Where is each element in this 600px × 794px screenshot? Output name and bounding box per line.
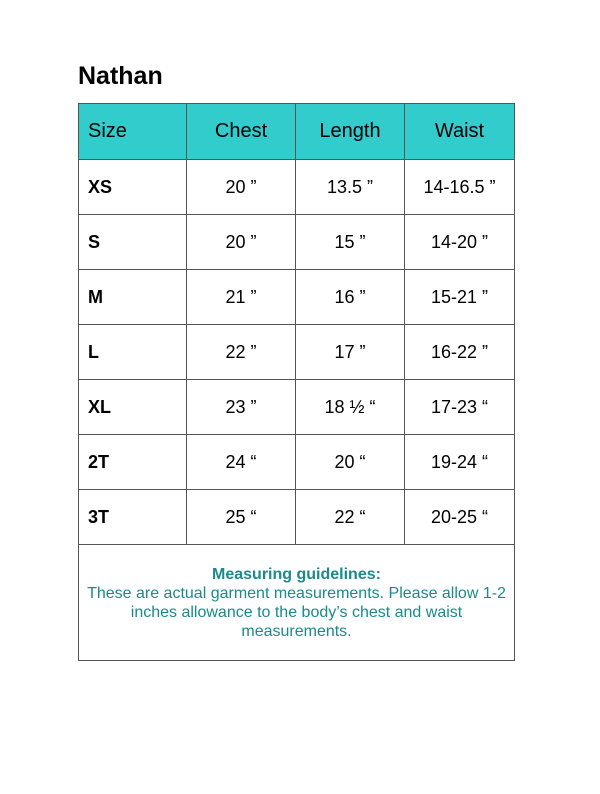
header-waist: Waist xyxy=(405,104,515,160)
size-cell: 2T xyxy=(79,435,187,490)
table-row xyxy=(79,160,515,215)
table-header-row xyxy=(79,104,515,160)
chest-cell: 22 ” xyxy=(187,325,296,380)
page-title: Nathan xyxy=(78,62,163,90)
size-cell: XL xyxy=(79,380,187,435)
chest-cell: 24 “ xyxy=(187,435,296,490)
length-cell: 15 ” xyxy=(296,215,405,270)
size-cell: XS xyxy=(79,160,187,215)
waist-cell: 15-21 ” xyxy=(405,270,515,325)
table-row xyxy=(79,270,515,325)
table-row xyxy=(79,490,515,545)
table-row xyxy=(79,435,515,490)
waist-cell: 16-22 ” xyxy=(405,325,515,380)
chest-cell: 21 ” xyxy=(187,270,296,325)
guidelines-cell xyxy=(79,545,515,661)
chest-cell: 20 ” xyxy=(187,160,296,215)
guidelines-text: These are actual garment measurements. Please allow 1-2 inches allowance to the body’s chest and waist measurements. xyxy=(87,584,506,640)
length-cell: 20 “ xyxy=(296,435,405,490)
table-row xyxy=(79,215,515,270)
waist-cell: 20-25 “ xyxy=(405,490,515,545)
table-row xyxy=(79,380,515,435)
header-chest: Chest xyxy=(187,104,296,160)
header-length: Length xyxy=(296,104,405,160)
waist-cell: 14-16.5 ” xyxy=(405,160,515,215)
size-cell: L xyxy=(79,325,187,380)
length-cell: 13.5 ” xyxy=(296,160,405,215)
length-cell: 22 “ xyxy=(296,490,405,545)
chest-cell: 20 ” xyxy=(187,215,296,270)
size-chart-table xyxy=(78,103,515,661)
size-cell: S xyxy=(79,215,187,270)
chest-cell: 23 ” xyxy=(187,380,296,435)
size-cell: 3T xyxy=(79,490,187,545)
waist-cell: 14-20 ” xyxy=(405,215,515,270)
length-cell: 18 ½ “ xyxy=(296,380,405,435)
table-row xyxy=(79,325,515,380)
size-cell: M xyxy=(79,270,187,325)
waist-cell: 17-23 “ xyxy=(405,380,515,435)
guidelines-row xyxy=(79,545,515,661)
waist-cell: 19-24 “ xyxy=(405,435,515,490)
length-cell: 16 ” xyxy=(296,270,405,325)
guidelines-title: Measuring guidelines: xyxy=(212,565,381,583)
chest-cell: 25 “ xyxy=(187,490,296,545)
length-cell: 17 ” xyxy=(296,325,405,380)
header-size: Size xyxy=(79,104,187,160)
